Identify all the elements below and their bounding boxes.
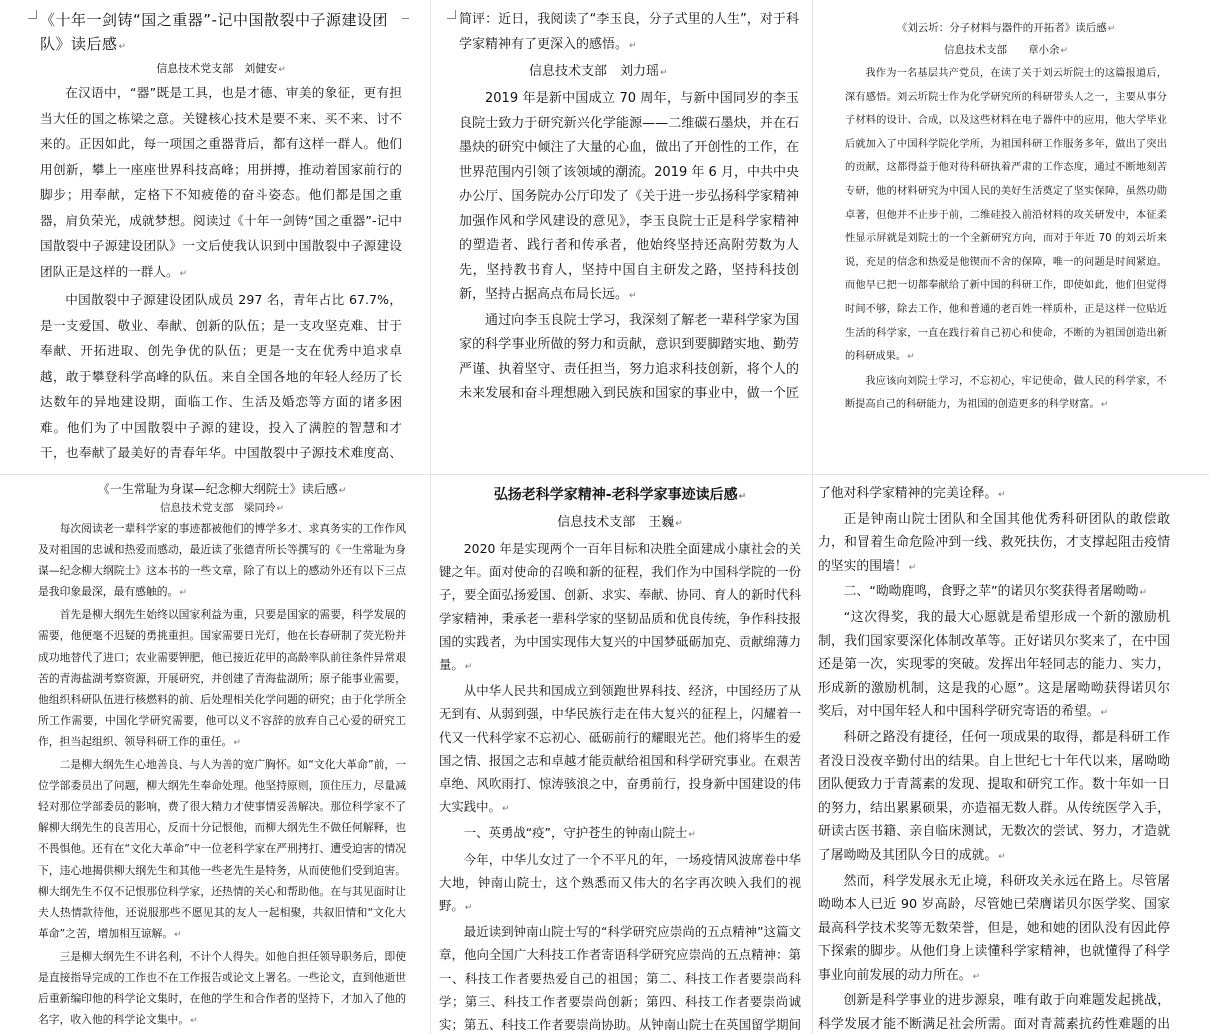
margin-corner-mark (447, 10, 456, 19)
paragraph-mark: ↵ (278, 65, 286, 75)
paragraph-mark: ↵ (190, 1016, 198, 1027)
document-page-6 (818, 482, 1170, 1034)
essay-byline: 信息技术支部 刘力瑶↵ (529, 64, 668, 79)
paragraph: 从中华人民共和国成立到领跑世界科技、经济，中国经历了从无到有、从弱到强，中华民族行走在伟大复兴的征程上，闪耀着一代又一代科学家不忘初心、砥砺前行的耀眼光芒。他们将毕生的爱国之情、报国之志和卓越才能贡献给祖国和科学研究事业。在艰苦卓绝、风吹雨打、惊涛骇浪之中，奋勇前行，投身新中国建设的伟大实践中。↵ (439, 683, 801, 815)
essay-title: 《十年一剑铸“国之重器”-记中国散裂中子源建设团队》读后感↵ (40, 11, 388, 53)
paragraph: 我作为一名基层共产党员，在读了关于刘云圻院士的这篇报道后，深有感悟。刘云圻院士作为化学研究所的科研带头人之一，主要从事分子材料的设计、合成，以及这些材料在电子器件中的应用，他大学毕业后就加入了中国科学院化学所，为祖国科研工作服务多年，做出了突出的贡献，这都得益于他对待科研执着严肃的工作态度，通过不断地刻苦专研，他的材料研究为中国人民的美好生活奠定了坚实保障，虽然功勋卓著，但他并不止步于前，二维硅投入前沿材料的攻关研发中，本征柔性显示屏就是刘院士的一个全新研究方向，而对于年近 70 的刘云圻来说，充足的信念和热爱是他锲而不舍的保障，唯一的问题是时间紧迫。而他早已把一切都奉献给了新中国的科研工作，即使如此，他们但觉得时间不够，除去工作，他和普通的老百姓一样质朴，正是这样一位贴近生活的科学家，一直在践行着自己初心和使命，不断的为祖国创造出新的科研成果。↵ (845, 68, 1167, 363)
section-heading: 二、“呦呦鹿鸣，食野之苹”的诺贝尔奖获得者屠呦呦↵ (843, 584, 1147, 600)
paragraph-mark: ↵ (276, 504, 285, 514)
paragraph: 首先是柳大纲先生始终以国家利益为重，只要是国家的需要，科学发展的需要，他便毫不迟疑的勇挑重担。国家需要日光灯，他在长春研制了荧光粉并成功地替代了进口；农业需要钾肥，他已接近花甲的高龄率队前往条件异常艰苦的青海盐湖考察资源，开展研究，并创建了青海盐湖所；原子能事业需要，他组织科研队伍进行核燃料的前、后处理相关化学问题的研究；由于化学所全所工作需要，中国化学研究需要，他可以义不容辞的放弃自己心爱的研究工作，担当起组织、领导科研工作的重任。↵ (38, 608, 406, 748)
paragraph: 三是柳大纲先生不讲名利，不计个人得失。如他自担任领导职务后，即使是直接指导完成的工作也不在工作报告或论文上署名。一些论文，直到他逝世后重新编印他的科学论文集时，在他的学生和合作者的坚持下，才加入了他的名字，收入他的科学论文集中。↵ (38, 949, 406, 1027)
paragraph-mark: ↵ (118, 42, 127, 52)
essay-byline: 信息技术党支部 梁同玲↵ (159, 502, 285, 514)
paragraph: 在汉语中，“器”既是工具，也是才德、审美的象征，更有担当大任的国之栋梁之意。关键核心技术是要不来、买不来、讨不来的。正因如此，每一项国之重器背后，都有这样一群人。他们用创新，攀上一座座世界科技高峰；用拼搏，推动着国家前行的脚步；用奉献，定格下不知疲倦的奋斗姿态。他们都是国之重器，肩负荣光，成就梦想。阅读过《十年一剑铸“国之重器”-记中国散裂中子源建设团队》一文后使我认识到中国散裂中子源建设团队正是这样的一群人。↵ (40, 85, 402, 279)
paragraph-mark: ↵ (629, 291, 637, 301)
paragraph: 了他对科学家精神的完美诠释。↵ (818, 486, 1006, 501)
paragraph-mark: ↵ (675, 519, 683, 529)
paragraph-mark: ↵ (233, 737, 241, 748)
paragraph-mark: ↵ (1100, 708, 1109, 719)
paragraph: 正是钟南山院士团队和全国其他优秀科研团队的敢偿敢力，和冒着生命危险冲到一线、救死扶伤，才支撑起阻击疫情的坚实的围墙！↵ (818, 511, 1170, 574)
document-page-1 (40, 8, 402, 470)
paragraph-mark: ↵ (972, 971, 981, 982)
paragraph-mark: ↵ (179, 588, 187, 599)
essay-title: 《刘云圻：分子材料与器件的开拓者》读后感↵ (896, 22, 1116, 34)
essay-byline: 信息技术支部 章小余↵ (943, 44, 1069, 56)
document-page-5 (439, 482, 801, 1034)
paragraph-mark: ↵ (738, 492, 747, 502)
paragraph: 每次阅读老一辈科学家的事迹都被他们的博学多才、求真务实的工作作风及对祖国的忠诚和热爱而感动，最近读了张德青所长等撰写的《一生常耻为身谋—纪念柳大纲院士》这本书的一些文章，除了有以上的感动外还有以下三点是我印象最深，最有感触的。↵ (38, 522, 406, 599)
paragraph: “这次得奖，我的最大心愿就是希望形成一个新的激励机制，我们国家要深化体制改革等。正好诺贝尔奖来了，在中国还是第一次，实现零的突破。发挥出年轻同志的能力、实力，形成新的激励机制，这是我的心愿”。这是屠呦呦获得诺贝尔奖后，对中国年轻人和中国科学研究寄语的希望。↵ (818, 609, 1170, 720)
paragraph-mark: ↵ (174, 929, 182, 940)
page-separator (812, 0, 813, 1034)
paragraph-mark: ↵ (907, 352, 915, 363)
paragraph-mark: ↵ (1139, 588, 1147, 599)
paragraph-mark: ↵ (998, 490, 1006, 500)
paragraph: 我应该向刘院士学习，不忘初心，牢记使命，做人民的科学家，不断提高自己的科研能力，为祖国的创造更多的科学财富。↵ (845, 375, 1167, 411)
paragraph-mark: ↵ (464, 903, 473, 914)
essay-byline: 信息技术党支部 刘健安↵ (156, 62, 286, 75)
document-page-3 (845, 18, 1167, 438)
paragraph-mark: ↵ (908, 562, 917, 573)
paragraph: 中国散裂中子源建设团队成员 297 名，青年占比 67.7%，是一支爱国、敬业、奉献、创新的队伍；是一支攻坚克难、甘于奉献、开拓进取、创先争优的队伍；更是一支在优秀中追求卓越，敢于攀登科学高峰的队伍。来自全国各地的年轻人经历了长达数年的异地建设期，面临工作、生活及婚恋等方面的诸多困难。他们为了中国散裂中子源的建设，投入了满腔的智慧和才干，也奉献了最美好的青春年华。中国散裂中子源技术难度高、 (40, 292, 402, 460)
margin-corner-mark (28, 10, 37, 19)
paragraph: 2020 年是实现两个一百年目标和决胜全面建成小康社会的关键之年。面对使命的召唤和新的征程，我们作为中国科学院的一份子，要全面弘扬爱国、创新、求实、奉献、协同、育人的新时代科学家精神，秉承老一辈科学家的坚韧品质和优良传统，争作科技报国的实践者，为中国实现伟大复兴的中国梦砥砺加克、贡献绵薄力量。↵ (439, 541, 801, 673)
page-separator (430, 0, 431, 1034)
paragraph-mark: ↵ (629, 40, 637, 51)
document-page-2 (459, 8, 799, 408)
paragraph: 2019 年是新中国成立 70 周年，与新中国同岁的李玉良院士致力于研究新兴化学能源——二维碳石墨炔，并在石墨炔的研究中倾注了大量的心血，做出了开创性的工作，在世界范围内引领了该领域的潮流。2019 年 6 月，中共中央办公厅、国务院办公厅印发了《关于进一步弘扬科学家精神加强作风和学风建设的意见》，李玉良院士正是科学家精神的塑造者、践行者和传承者，他始终坚持还高附劳数为人先，坚持教书育人，坚持中国自主研发之路，坚持科技创新，坚持占据高点布局长远。↵ (459, 91, 799, 302)
paragraph: 通过向李玉良院士学习，我深刻了解老一辈科学家为国家的科学事业所做的努力和贡献，意识到要脚踏实地、勤劳严谨、执着坚守、责任担当，努力追求科技创新，将个人的未来发展和奋斗理想融入到民族和国家的事业中，做一个匠 (459, 312, 799, 401)
essay-title: 弘扬老科学家精神-老科学家事迹读后感↵ (493, 487, 747, 503)
paragraph-mark: ↵ (1107, 24, 1116, 34)
intro-paragraph: 简评：近日，我阅读了“李玉良，分子式里的人生”，对于科学家精神有了更深入的感悟。↵ (459, 12, 799, 52)
paragraph: 二是柳大纲先生心地善良、与人为善的宽广胸怀。如“文化大革命”前，一位学部委员出了问题，柳大纲先生奉命处理。他坚持原则，顶住压力，尽量减轻对那位学部委员的影响，费了很大精力才使事情妥善解决。那位科学家不了解柳大纲先生的良苦用心，反而十分记恨他，而柳大纲先生不做任何解释，也不畏惧他。还有在“文化大革命”中一位老科学家在严刑拷打、遭受迫害的情况下，违心地揭供柳大纲先生和其他一些老先生是特务，从而使他们受到迫害。柳大纲先生不仅不记恨那位科学家，还热情的关心和帮助他。在与其见面时让夫人热情款待他，还说服那些不愿见其的友人一起相聚，共叙旧情和“文化大革命”之苦，增加相互谅解。↵ (38, 758, 406, 940)
paragraph: 科研之路没有捷径，任何一项成果的取得，都是科研工作者没日没夜辛勤付出的结果。自上世纪七十年代以来，屠呦呦团队便致力于青蒿素的发现、提取和研究工作。数十年如一日的努力，结出累累硕果，亦造福无数人群。从传统医学入手，研读古医书籍、亲自临床测试，无数次的尝试、努力，才造就了屠呦呦及其团队今日的成就。↵ (818, 729, 1170, 863)
paragraph-mark: ↵ (1100, 400, 1109, 411)
paragraph-mark: ↵ (501, 804, 510, 815)
document-page-4 (38, 480, 406, 1034)
paragraph-mark: ↵ (660, 68, 668, 78)
paragraph-mark: ↵ (338, 486, 347, 496)
paragraph: 然而，科学发展永无止境，科研攻关永远在路上。尽管屠呦呦本人已近 90 岁高龄，尽管她已荣膺诺贝尔医学奖、国家最高科学技术奖等无数荣誉，但是，她和她的团队没有因此停下探索的脚步。从他们身上读懂科学家精神，也就懂得了科学事业向前发展的动力所在。↵ (818, 873, 1170, 983)
section-heading: 一、英勇战“疫”，守护苍生的钟南山院士↵ (463, 825, 696, 841)
paragraph-mark: ↵ (688, 830, 696, 841)
paragraph: 最近读到钟南山院士写的“科学研究应崇尚的五点精神”这篇文章，他向全国广大科技工作者寄语科学研究应崇尚的五点精神：第一、科技工作者要热爱自己的祖国；第二、科技工作者要崇尚科学；第三、科技工作者要崇尚创新；第四、科技工作者要崇尚诚实；第五、科技工作者要崇尚协助。从钟南山院士在英国留学期间 (439, 924, 801, 1033)
page-separator (0, 474, 1209, 475)
paragraph-mark: ↵ (464, 662, 473, 673)
paragraph-mark: ↵ (998, 851, 1006, 862)
essay-byline: 信息技术支部 王巍↵ (557, 515, 683, 530)
paragraph: 今年，中华儿女过了一个不平凡的年，一场疫情风波席卷中华大地，钟南山院士，这个熟悉而又伟大的名字再次映入我们的视野。↵ (439, 851, 801, 914)
paragraph: 创新是科学事业的进步源泉，唯有敢于向难题发起挑战，科学发展才能不断满足社会所需。面对青蒿素抗药性难题的出 (818, 993, 1170, 1033)
paragraph-mark: ↵ (179, 268, 188, 279)
essay-title: 《一生常耻为身谋—纪念柳大纲院士》读后感↵ (97, 482, 347, 496)
paragraph-mark: ↵ (1060, 46, 1069, 56)
